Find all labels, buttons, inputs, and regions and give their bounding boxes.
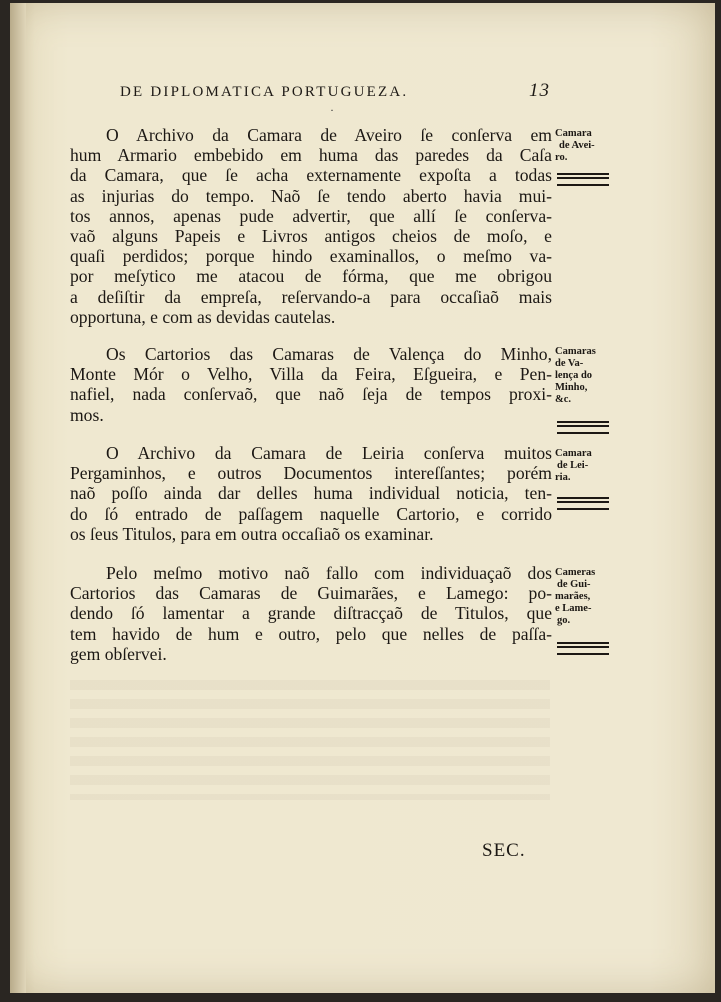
paragraph-leiria xyxy=(70,443,552,544)
text-line: da Camara, que ſe acha externamente expoſta a todas xyxy=(70,165,552,186)
text-line: Os Cartorios das Camaras de Valença do Minho, xyxy=(106,344,552,364)
margin-rule xyxy=(557,497,609,510)
note-line: marães, xyxy=(555,591,591,602)
text-line: nafiel, nada conſervaõ, que naõ ſeja de tempos proxi- xyxy=(70,384,552,405)
note-line: Camara xyxy=(555,448,592,459)
page-number: 13 xyxy=(529,80,550,101)
show-through xyxy=(70,680,550,800)
note-line: Camaras xyxy=(555,346,596,357)
paragraph-aveiro xyxy=(70,125,552,327)
margin-note-valenca xyxy=(555,346,615,406)
text-line: tos annos, apenas pude advertir, que allí ſe conſerva- xyxy=(70,205,552,226)
text-line: Pergaminhos, e outros Documentos intereſſantes; porém xyxy=(70,463,552,484)
text-line: dendo ſó lamentar a grande diſtracçaõ de Titulos, que xyxy=(70,603,552,624)
note-line: Camara xyxy=(555,128,592,139)
note-line: Minho, xyxy=(555,382,588,393)
note-line: de Lei- xyxy=(557,460,589,471)
text-line: hum Armario embebido em huma das paredes da Caſa xyxy=(70,145,552,166)
margin-rule xyxy=(557,642,609,655)
text-line: a deſiſtir da empreſa, reſervando-a para occaſiaõ mais xyxy=(70,286,552,307)
text-line: vaõ alguns Papeis e Livros antigos cheios de moſo, e xyxy=(70,226,552,247)
text-line: quaſi perdidos; porque hindo examinallos, o meſmo va- xyxy=(70,246,552,267)
margin-note-aveiro xyxy=(555,128,615,164)
note-line: lença do xyxy=(555,370,593,381)
text-line: Cartorios das Camaras de Guimarães, e Lamego: po- xyxy=(70,583,552,604)
text-line: por meſytico me atacou de fórma, que me obrigou xyxy=(70,266,552,287)
margin-rule xyxy=(557,173,609,186)
catchword: SEC. xyxy=(482,840,526,861)
text-line: gem obſervei. xyxy=(70,643,167,664)
text-line: Monte Mór o Velho, Villa da Feira, Eſgueira, e Pen- xyxy=(70,364,552,385)
note-line: de Va- xyxy=(555,358,584,369)
margin-rule xyxy=(557,421,609,434)
text-line: mos. xyxy=(70,404,104,425)
text-line: naõ poſſo ainda dar delles huma individual noticia, ten- xyxy=(70,483,552,504)
text-line: as injurias do tempo. Naõ ſe tendo aberto havia mui- xyxy=(70,185,552,206)
running-header xyxy=(120,80,550,102)
note-line: Cameras xyxy=(555,567,596,578)
page-gutter xyxy=(10,3,26,993)
paragraph-guimaraes xyxy=(70,563,552,664)
note-line: e Lame- xyxy=(555,603,592,614)
note-line: de Avei- xyxy=(559,140,595,151)
note-line: go. xyxy=(557,615,571,626)
note-line: ro. xyxy=(555,152,568,163)
margin-note-guimaraes xyxy=(555,567,615,627)
margin-note-leiria xyxy=(555,448,615,484)
note-line: de Gui- xyxy=(557,579,591,590)
text-line: O Archivo da Camara de Aveiro ſe conſerva em xyxy=(106,125,552,145)
paragraph-valenca xyxy=(70,344,552,425)
text-line: tem havido de hum e outro, pelo que nelles de paſſa- xyxy=(70,623,552,644)
text-line: opportuna, e com as devidas cautelas. xyxy=(70,306,336,327)
note-line: ria. xyxy=(555,472,571,483)
running-title: DE DIPLOMATICA PORTUGUEZA. xyxy=(120,84,409,100)
text-line: do ſó entrado de paſſagem naquelle Cartorio, e corrido xyxy=(70,503,552,524)
note-line: &c. xyxy=(555,394,572,405)
text-line: Pelo meſmo motivo naõ fallo com individuaçaõ dos xyxy=(106,563,552,583)
ornament-dot: · xyxy=(330,103,334,117)
text-line: os ſeus Titulos, para em outra occaſiaõ os examinar. xyxy=(70,523,434,544)
text-line: O Archivo da Camara de Leiria conſerva muitos xyxy=(106,443,552,463)
